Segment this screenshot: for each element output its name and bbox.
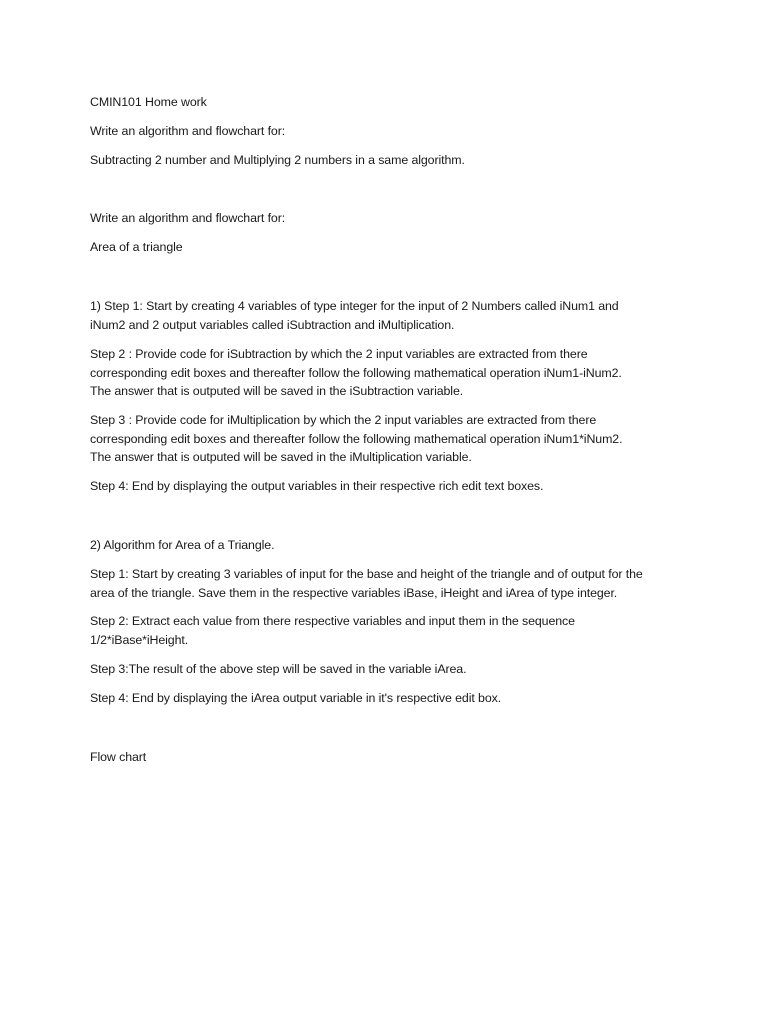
document-heading: CMIN101 Home work (90, 95, 207, 109)
section2-title: 2) Algorithm for Area of a Triangle. (90, 538, 275, 552)
task2-subject: Area of a triangle (90, 240, 183, 254)
section2-step2 (90, 612, 690, 649)
section1-step2-line: corresponding edit boxes and thereafter follow the following mathematical operation iNum1-iNum2. (90, 365, 622, 380)
section1-step3-line: The answer that is outputed will be saved in the iMultiplication variable. (90, 450, 472, 464)
section1-step1-line: iNum2 and 2 output variables called iSubtraction and iMultiplication. (90, 317, 455, 332)
section2-step1-line: Step 1: Start by creating 3 variables of input for the base and height of the triangle and of output for the (90, 567, 643, 581)
task2-prompt: Write an algorithm and flowchart for: (90, 211, 286, 225)
section2-step1-line: area of the triangle. Save them in the respective variables iBase, iHeight and iArea of type integer. (90, 585, 618, 600)
task1-prompt: Write an algorithm and flowchart for: (90, 124, 286, 138)
section2-step2-line: 1/2*iBase*iHeight. (90, 632, 189, 647)
section1-step1-line: 1) Step 1: Start by creating 4 variables of type integer for the input of 2 Numbers called iNum1 and (90, 299, 619, 313)
section2-step2-line: Step 2: Extract each value from there respective variables and input them in the sequence (90, 614, 575, 628)
section2-step4: Step 4: End by displaying the iArea output variable in it's respective edit box. (90, 691, 502, 705)
section1-step2 (90, 345, 690, 401)
section1-step3-line: corresponding edit boxes and thereafter follow the following mathematical operation iNum1*iNum2. (90, 431, 623, 446)
section1-step2-line: Step 2 : Provide code for iSubtraction by which the 2 input variables are extracted from there (90, 347, 588, 361)
section2-step1 (90, 565, 690, 602)
flowchart-label: Flow chart (90, 750, 147, 764)
section1-step3 (90, 411, 690, 467)
task1-subject: Subtracting 2 number and Multiplying 2 numbers in a same algorithm. (90, 153, 465, 167)
section1-step4: Step 4: End by displaying the output variables in their respective rich edit text boxes. (90, 479, 544, 493)
section2-step3: Step 3:The result of the above step will be saved in the variable iArea. (90, 662, 467, 676)
section1-step2-line: The answer that is outputed will be saved in the iSubtraction variable. (90, 384, 464, 398)
section1-step1 (90, 297, 690, 334)
section1-step3-line: Step 3 : Provide code for iMultiplication by which the 2 input variables are extracted from there (90, 413, 597, 427)
